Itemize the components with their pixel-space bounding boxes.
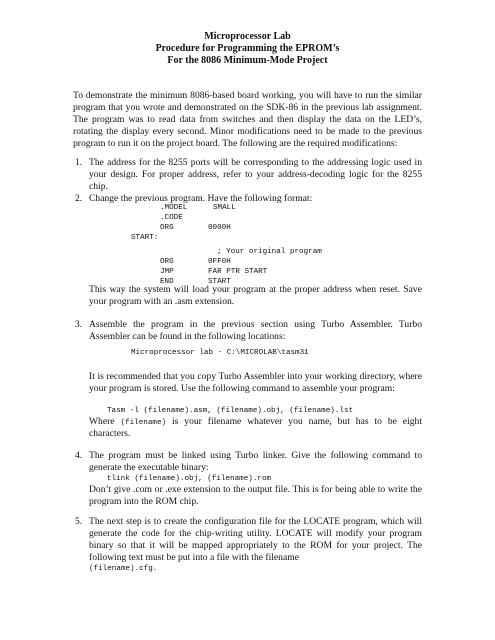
code-operand: 0000H xyxy=(208,224,231,232)
step-number: 4. xyxy=(75,450,83,461)
step-text: Change the previous program. Have the following format: xyxy=(89,193,313,204)
step-1 xyxy=(75,157,422,193)
step-text: The address for the 8255 ports will be corresponding to the addressing logic used in your design. For proper address, refer to your address-decoding logic for the 8255 chip. xyxy=(89,157,422,192)
step-number: 2. xyxy=(75,193,83,204)
step-3-where xyxy=(89,416,422,440)
title-line-2: Procedure for Programming the EPROM’s xyxy=(155,43,340,54)
step-text xyxy=(89,416,422,440)
step-text: It is recommended that you copy Turbo Assembler into your working directory, where your program is stored. Use the following command to assemble your program: xyxy=(89,371,422,394)
document-title xyxy=(0,31,495,67)
step-3 xyxy=(75,319,422,343)
code-block xyxy=(0,203,495,286)
filename-token: (filename) xyxy=(120,419,167,427)
step-2-after xyxy=(89,284,422,308)
code-directive: ORG xyxy=(160,258,174,266)
step-text: Don’t give .com or .exe extension to the output file. This is for being able to write the program into the ROM chip. xyxy=(89,484,422,507)
code-operand: 0FF0H xyxy=(208,258,231,266)
step-3-recommend xyxy=(89,371,422,395)
code-operand: START xyxy=(208,278,231,286)
code-operand: SMALL xyxy=(213,204,236,212)
where-rest: is your filename whatever you name, but has to be eight characters. xyxy=(89,416,422,439)
step-text: Assemble the program in the previous section using Turbo Assembler. Turbo Assembler can be found in the following locations: xyxy=(89,319,422,342)
where-word: Where xyxy=(89,416,115,427)
code-directive: .MODEL xyxy=(160,204,188,212)
step-number: 1. xyxy=(75,157,83,168)
config-filename: (filename).cfg. xyxy=(89,565,158,573)
step-4-after xyxy=(89,484,422,508)
code-directive: ORG xyxy=(160,224,174,232)
title-line-1: Microprocessor Lab xyxy=(204,31,291,42)
code-directive: END xyxy=(160,278,174,286)
link-command: tlink (filename).obj, (filename).rom xyxy=(107,475,272,483)
step-4 xyxy=(75,450,422,474)
step-text: The next step is to create the configuration file for the LOCATE program, which will generate the code for the chip-writing utility. LOCATE will modify your program binary so that it will be mapped appropriately to the ROM for your project. The following text must be put into a file with the filename xyxy=(89,516,422,563)
step-text: The program must be linked using Turbo linker. Give the following command to generate the executable binary: xyxy=(89,450,422,473)
step-text: This way the system will load your program at the proper address when reset. Save your program with an .asm extension. xyxy=(89,284,422,307)
assemble-command: Tasm -l (filename).asm, (filename).obj, (filename).lst xyxy=(107,407,354,415)
assembler-location: Microprocessor lab - C:\MICROLAB\tasm31 xyxy=(131,349,309,357)
step-5 xyxy=(75,516,422,564)
code-comment: ; Your original program xyxy=(217,248,322,256)
title-line-3: For the 8086 Minimum-Mode Project xyxy=(167,55,328,66)
code-label: START: xyxy=(131,234,159,242)
step-number: 5. xyxy=(75,516,83,527)
code-directive: .CODE xyxy=(160,214,183,222)
step-number: 3. xyxy=(75,319,83,330)
intro-paragraph: To demonstrate the minimum 8086-based board working, you will have to run the similar program that you wrote and demonstrated on the SDK-86 in the previous lab assignment. The program was to read data from switches and then display the data on the LED’s, rotating the display every second. Minor modifications need to be made to the previous program to run it on the project board. The following are the required modifications: xyxy=(73,90,422,149)
code-directive: JMP xyxy=(160,268,174,276)
code-operand: FAR PTR START xyxy=(208,268,268,276)
